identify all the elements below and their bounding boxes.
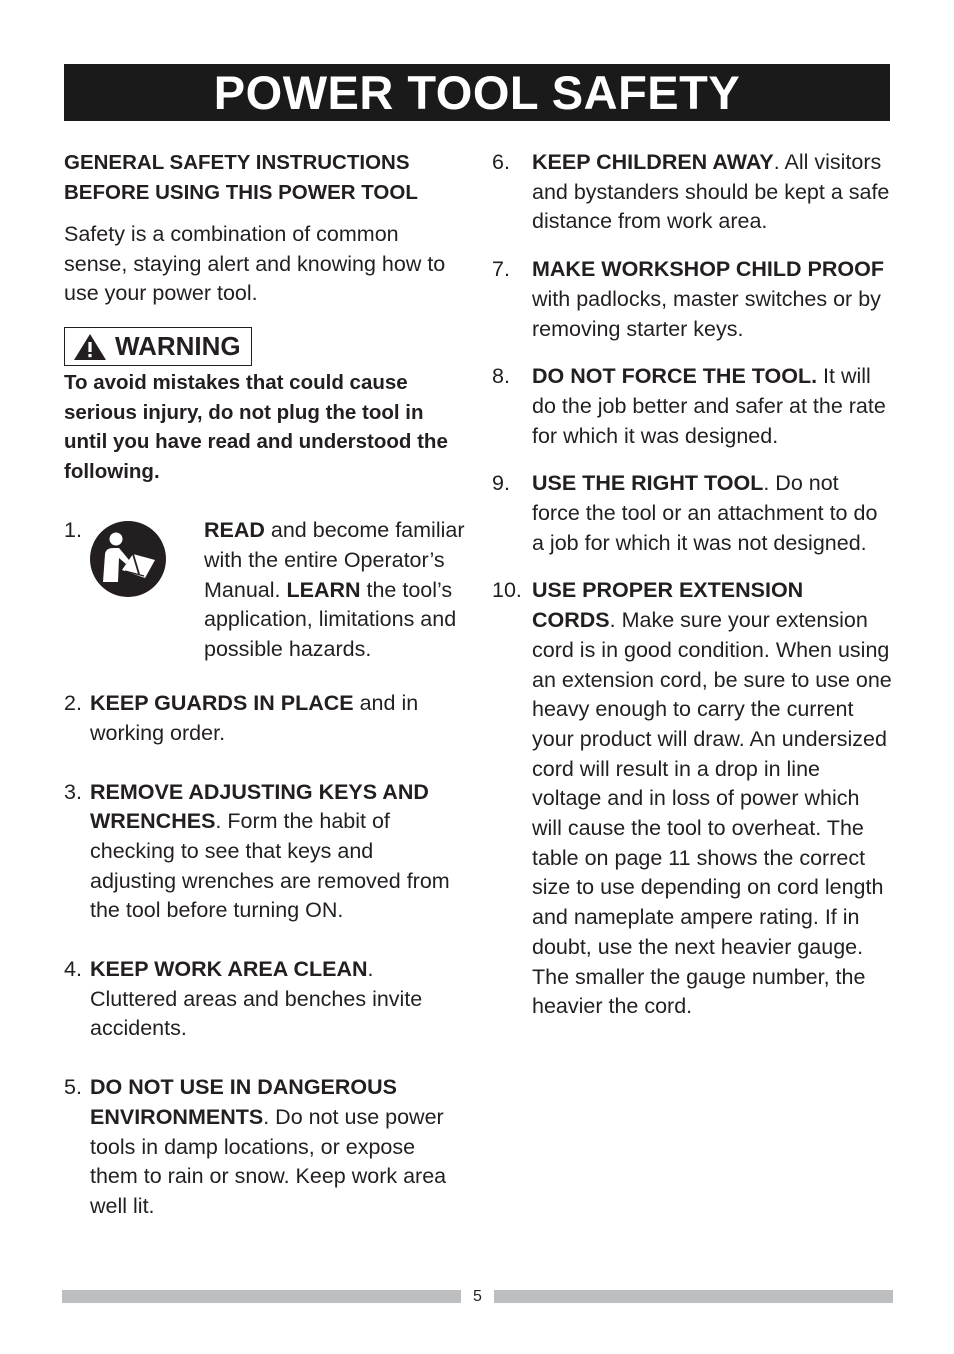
list-item	[492, 576, 892, 1022]
item-text: DO NOT USE IN DANGEROUS ENVIRONMENTS. Do not use power tools in damp locations, or expose them to rain or snow. Keep work area well lit.	[90, 1075, 447, 1218]
item-text: REMOVE ADJUSTING KEYS AND WRENCHES. Form the habit of checking to see that keys and adjusting wrenches are removed from the tool before turning ON.	[90, 779, 450, 923]
item-text: USE THE RIGHT TOOL. Do not force the tool or an attachment to do a job for which it was not designed.	[532, 471, 878, 555]
page-number: 5	[473, 1288, 482, 1305]
item-text: DO NOT FORCE THE TOOL. It will do the job better and safer at the rate for which it was designed.	[532, 364, 886, 448]
list-item	[492, 362, 892, 451]
item-number: 7.	[492, 257, 510, 282]
item-number: 6.	[492, 150, 510, 174]
left-column	[64, 148, 464, 1222]
warning-text: To avoid mistakes that could cause serious injury, do not plug the tool in until you have read and understood the following.	[64, 371, 448, 483]
item-text: READ and become familiar with the entire Operator’s Manual. LEARN the tool’s application, limitations and possible hazards.	[204, 518, 465, 661]
item-number: 1.	[64, 518, 82, 543]
item-text: USE PROPER EXTENSION CORDS. Make sure your extension cord is in good condition. When using an extension cord, be sure to use one heavy enough to carry the current your product will draw. An undersized cord will result in a drop in line voltage and in loss of power which will cause the tool to overheat. The table on page 11 shows the correct size to use depending on cord length and nameplate ampere rating. If in doubt, use the next heavier gauge. The smaller the gauge number, the heavier the cord.	[532, 578, 892, 1019]
read-manual-icon	[89, 520, 167, 598]
intro-paragraph: Safety is a combination of common sense, staying alert and knowing how to use your power tool.	[64, 222, 446, 306]
right-column	[492, 148, 892, 1022]
footer-rule-right	[494, 1290, 893, 1303]
list-item	[64, 689, 464, 748]
item-number: 5.	[64, 1075, 82, 1100]
item-number: 9.	[492, 471, 510, 496]
list-item	[492, 469, 892, 558]
item-number: 10.	[492, 578, 522, 603]
item-text: KEEP WORK AREA CLEAN. Cluttered areas and benches invite accidents.	[90, 957, 423, 1041]
footer-rule-left	[62, 1290, 461, 1303]
item-number: 3.	[64, 779, 82, 804]
warning-label-box	[64, 327, 252, 366]
list-item	[492, 255, 892, 344]
item-number: 4.	[64, 957, 82, 982]
warning-label: WARNING	[115, 331, 241, 362]
list-item	[64, 955, 464, 1044]
page-title: POWER TOOL SAFETY	[64, 64, 890, 121]
list-item	[64, 778, 464, 927]
item-text: MAKE WORKSHOP CHILD PROOF with padlocks, master switches or by removing starter keys.	[532, 257, 884, 341]
list-item	[64, 1073, 464, 1222]
item-number: 8.	[492, 364, 510, 389]
list-item	[492, 148, 892, 237]
item-text: KEEP CHILDREN AWAY. All visitors and bystanders should be kept a safe distance from work area.	[532, 150, 890, 234]
list-item	[64, 516, 464, 672]
item-number: 2.	[64, 691, 82, 716]
section-heading: GENERAL SAFETY INSTRUCTIONS BEFORE USING THIS POWER TOOL	[64, 151, 418, 204]
item-text: KEEP GUARDS IN PLACE and in working order.	[90, 691, 419, 745]
warning-triangle-icon	[73, 333, 107, 361]
